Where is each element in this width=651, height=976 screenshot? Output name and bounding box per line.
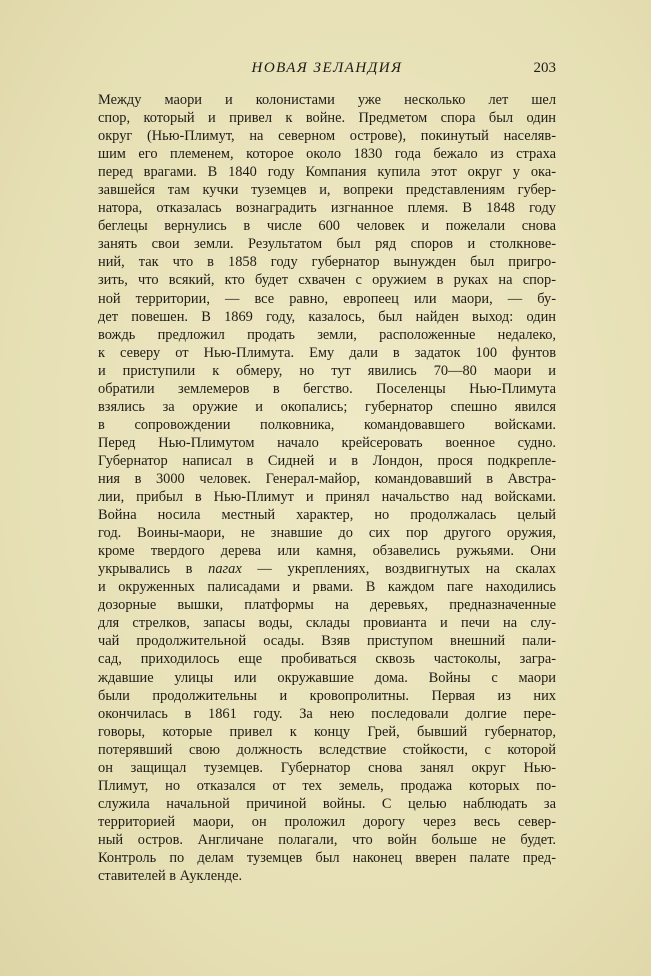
text-line: ждавшие улицы или окружавшие дома. Войны с маори — [98, 669, 556, 686]
text-line: к северу от Нью-Плимута. Ему дали в задаток 100 фунтов — [98, 344, 556, 361]
text-line: ной территории, — все равно, европеец или маори, — бу- — [98, 290, 556, 307]
text-line: Между маори и колонистами уже несколько лет шел — [98, 92, 556, 108]
text-line: Война носила местный характер, но продолжалась целый — [98, 507, 556, 524]
text-line: говоры, которые привел к концу Грей, бывший губернатор, — [98, 723, 556, 740]
text-line: служила начальной причиной войны. С целью наблюдать за — [98, 795, 556, 812]
text-line: Плимут, но отказался от тех земель, продажа которых по- — [98, 777, 556, 794]
text-line: Перед Нью-Плимутом начало крейсеровать военное судно. — [98, 434, 556, 451]
text-line: укрывались в пагах — укреплениях, воздвигнутых на скалах — [98, 561, 556, 578]
text-line: и окруженных палисадами и рвами. В каждом паге находились — [98, 579, 556, 596]
running-head — [98, 60, 556, 80]
running-title: НОВАЯ ЗЕЛАНДИЯ — [251, 60, 403, 76]
text-line: обратили землемеров в бегство. Поселенцы Нью-Плимута — [98, 380, 556, 397]
text-line: год. Воины-маори, не знавшие до сих пор другого оружия, — [98, 525, 556, 542]
paragraph — [98, 91, 556, 885]
text-line: в сопровождении полковника, командовавшего войсками. — [98, 416, 556, 433]
text-line: сад, приходилось еще пробиваться сквозь частоколы, загра- — [98, 651, 556, 668]
text-line: ния в 3000 человек. Генерал-майор, командовавший в Австра- — [98, 470, 556, 487]
text-line: и приступили к обмеру, но тут явились 70—80 маори и — [98, 362, 556, 379]
text-line: Губернатор написал в Сидней и в Лондон, прося подкрепле- — [98, 452, 556, 469]
body-text — [98, 91, 556, 885]
text-line: взялись за оружие и окопались; губернатор спешно явился — [98, 398, 556, 415]
text-line: окончилась в 1861 году. За нею последовали долгие пере- — [98, 705, 556, 722]
text-line: вождь предложил продать земли, расположенные недалеко, — [98, 326, 556, 343]
text-line: потерявший свою должность вследствие стойкости, с которой — [98, 741, 556, 758]
text-line: беглецы вернулись в числе 600 человек и пожелали снова — [98, 218, 556, 235]
text-line: территорией маори, он проложил дорогу через весь север- — [98, 813, 556, 830]
text-line: кроме твердого дерева или камня, обзавелись ружьями. Они — [98, 543, 556, 560]
text-line: натора, отказалась вознаградить изгнанное племя. В 1848 году — [98, 200, 556, 217]
text-line: были продолжительны и кровопролитны. Первая из них — [98, 687, 556, 704]
text-line: шим его племенем, которое около 1830 года бежало из страха — [98, 146, 556, 163]
page-number: 203 — [533, 60, 556, 76]
text-line: ставителей в Аукленде. — [98, 868, 243, 885]
text-line: завшейся там кучки туземцев и, вопреки представлениям губер- — [98, 182, 556, 199]
text-line: занять свои земли. Результатом был ряд споров и столкнове- — [98, 236, 556, 253]
text-line: чай продолжительной осады. Взяв приступом внешний пали- — [98, 633, 556, 650]
text-line: лии, прибыл в Нью-Плимут и принял начальство над войсками. — [98, 489, 556, 506]
text-line: он защищал туземцев. Губернатор снова занял округ Нью- — [98, 759, 556, 776]
text-line: ный остров. Англичане полагали, что войн больше не будет. — [98, 831, 556, 848]
text-line: округ (Нью-Плимут, на северном острове), покинутый населяв- — [98, 128, 556, 145]
text-line: зить, что всякий, кто будет схвачен с оружием в руках на спор- — [98, 272, 556, 289]
text-line: дозорные вышки, платформы на деревьях, предназначенные — [98, 597, 556, 614]
text-line: дет повешен. В 1869 году, казалось, был найден выход: один — [98, 308, 556, 325]
text-line: ний, так что в 1858 году губернатор вынужден был пригро- — [98, 254, 556, 271]
text-line: перед врагами. В 1840 году Компания купила этот округ у ока- — [98, 164, 556, 181]
text-line: Контроль по делам туземцев был наконец вверен палате пред- — [98, 849, 556, 866]
text-line: для стрелков, запасы воды, склады провианта и печи на слу- — [98, 615, 556, 632]
text-line: спор, который и привел к войне. Предметом спора был один — [98, 110, 556, 127]
